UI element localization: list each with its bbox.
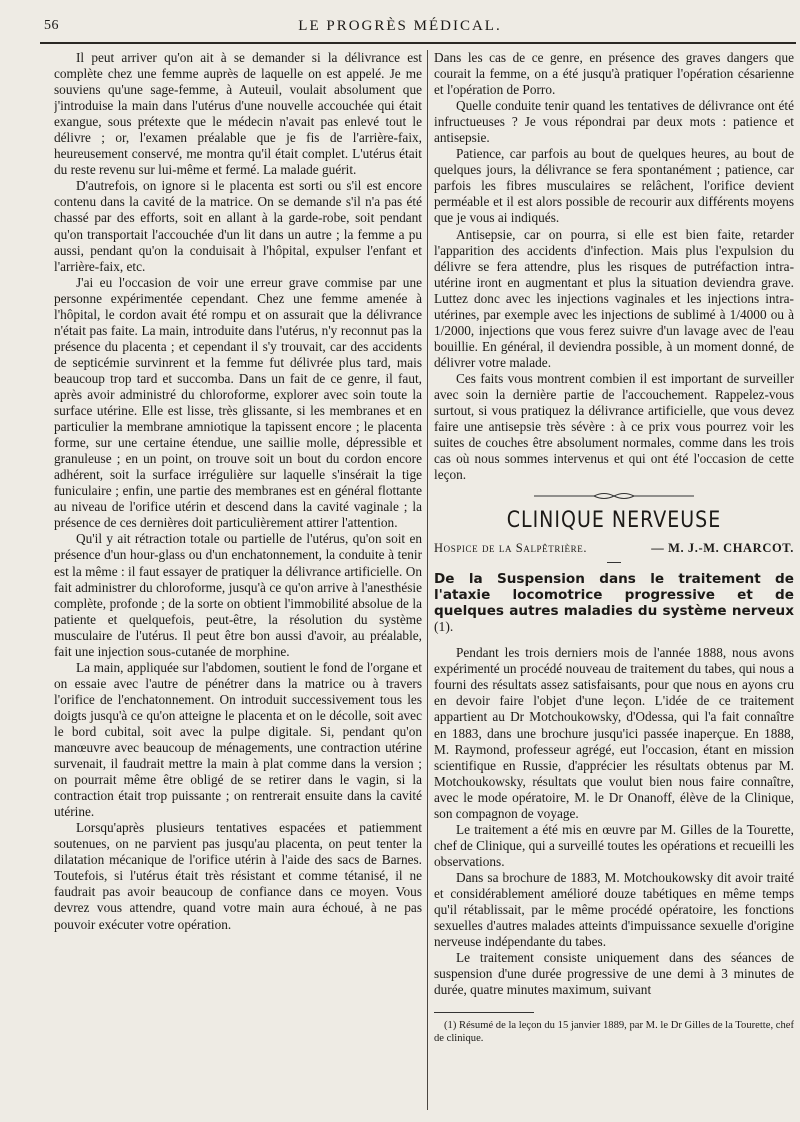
paragraph: Dans sa brochure de 1883, M. Motchoukowsky dit avoir traité et considérablement amélioré douze tabétiques en même temps qu'il rétablissait, par le même procédé opératoire, les fonctions sexuelles d'autres malades atteints d'impuissance sexuelle d'origine nerveuse indépendante du tabes. bbox=[434, 869, 794, 950]
lecture-attribution bbox=[434, 541, 794, 556]
article-title bbox=[434, 571, 794, 635]
section-title: CLINIQUE NERVEUSE bbox=[506, 507, 722, 533]
footnote-ref: (1). bbox=[434, 619, 454, 635]
footnote: (1) Résumé de la leçon du 15 janvier 1889, par M. le Dr Gilles de la Tourette, chef de clinique. bbox=[434, 1020, 794, 1045]
professor-name: — M. J.-M. CHARCOT. bbox=[651, 541, 794, 556]
paragraph: Antisepsie, car on pourra, si elle est bien faite, retarder l'apparition des accidents d'infection. Mais plus l'expulsion du délivre se fera attendre, plus les risques de putréfaction intra-utérine iront en augmentant et plus la situation deviendra grave. Luttez donc avec les injections vaginales et les injections intra-utérines, par exemple avec les injections de sublimé à 1/4000 ou à 1/2000, injections que vous ferez suivre d'un lavage avec de l'eau bouillie. En général, il deviendra possible, à un moment donné, de délivrer votre malade. bbox=[434, 226, 794, 370]
paragraph: Patience, car parfois au bout de quelques heures, au bout de quelques jours, la délivrance se fera spontanément ; patience, car parfois les fibres musculaires se relâchent, l'orifice devient perméable et il est alors possible de recourir aux différents moyens que je vous ai indiqués. bbox=[434, 146, 794, 226]
paragraph: Quelle conduite tenir quand les tentatives de délivrance ont été infructueuses ? Je vous répondrai par deux mots : patience et antisepsie. bbox=[434, 98, 794, 146]
right-column bbox=[434, 50, 794, 1115]
paragraph: Le traitement a été mis en œuvre par M. Gilles de la Tourette, chef de Clinique, qui a surveillé toutes les opérations et recueilli les observations. bbox=[434, 821, 794, 869]
paragraph: Lorsqu'après plusieurs tentatives espacées et patiemment soutenues, on ne parvient pas jusqu'au placenta, on peut tenter la dilatation mécanique de l'orifice utérin à l'aide des sacs de Barnes. Toutefois, si l'utérus était très résistant et comme tétanisé, il ne faudrait pas avoir beaucoup de confiance dans ce moyen. Vous devrez vous attendre, quand votre main aura échoué, à ne pas pouvoir exécuter votre opération. bbox=[54, 820, 422, 932]
paragraph: J'ai eu l'occasion de voir une erreur grave commise par une personne expérimentée cependant. Chez une femme amenée à l'hôpital, le cordon avait été rompu et on assurait que la délivrance n'était pas faite. La main, introduite dans l'utérus, n'y reconnut pas la présence du placenta ; et cependant il s'y trouvait, car des accidents de septicémie survinrent et la femme fut délivrée plus tard, mais beaucoup trop tard et succomba. Dans un fait de ce genre, il faut, après avoir administré du chloroforme, explorer avec soin toute la surface utérine. Elle est lisse, très glissante, si les membranes et en particulier la membrane amniotique la tapissent encore ; le placenta forme, sur une certaine étendue, une saillie molle, dépressible et granuleuse ; en un point, on trouve soit un bout du cordon encore adhérent, soit la surface irrégulière sur laquelle s'insérait la tige funiculaire ; enfin, une partie des membranes est en général flottante au niveau de l'orifice utérin et descend dans la cavité vaginale ; la présence de ces dernières doit particulièrement attirer l'attention. bbox=[54, 274, 422, 531]
footnote-rule bbox=[434, 1012, 534, 1013]
page-number: 56 bbox=[44, 18, 59, 33]
paragraph: Pendant les trois derniers mois de l'année 1888, nous avons expérimenté un procédé nouveau de traitement du tabes, qui nous a fourni des résultats assez satisfaisants, pour que nous en ayons cru en devoir faire l'objet d'une leçon. L'idée de ce traitement appartient au Dr Motchoukowsky, d'Odessa, qui l'a fait connaître en 1883, dans une brochure jusqu'ici passée inaperçue. En 1888, M. Raymond, professeur agrégé, eut l'occasion, étant en mission scientifique en Russie, d'apprécier les résultats obtenus par M. Motchoukowsky, résultats que voulut bien nous faire connaître, avec le mode opératoire, M. le Dr Onanoff, élève de la Clinique, son compagnon de voyage. bbox=[434, 645, 794, 821]
article-title-text: De la Suspension dans le traitement de l'ataxie locomotrice progressive et de quelques autres maladies du système nerveux bbox=[434, 571, 794, 620]
short-rule bbox=[607, 562, 621, 563]
hospital-name: Hospice de la Salpêtrière. bbox=[434, 541, 588, 556]
paragraph: Dans les cas de ce genre, en présence des graves dangers que courait la femme, on a été jusqu'à pratiquer l'opération césarienne et l'opération de Porro. bbox=[434, 50, 794, 98]
ornament-divider bbox=[534, 491, 694, 501]
header-rule bbox=[40, 42, 796, 44]
left-column bbox=[54, 50, 422, 1115]
paragraph: La main, appliquée sur l'abdomen, soutient le fond de l'organe et on essaie avec l'autre de pénétrer dans la matrice ou à travers l'orifice de l'enchatonnement. On introduit successivement tous les doigts jusqu'à ce qu'on atteigne le placenta et on le décolle, soit avec le bord cubital, soit avec la pulpe digitale. Si, pendant qu'on manœuvre avec beaucoup de ménagements, une contraction utérine survenait, il faudrait mettre la main à plat comme dans la version ; on pourrait même être obligé de se retirer dans le vagin, si la contraction était trop puissante ; on rentrerait ensuite dans la cavité utérine. bbox=[54, 659, 422, 820]
paragraph: Qu'il y ait rétraction totale ou partielle de l'utérus, qu'on soit en présence d'un hour-glass ou d'un enchatonnement, la conduite à tenir est la même : il faut essayer de pratiquer la délivrance artificielle. On fait administrer du chloroforme, jusqu'à ce qu'on arrive à l'anesthésie complète, profonde ; de la sorte on obtient l'immobilité absolue de la patiente et quelquefois, peut-être, la résolution du système musculaire de l'utérus. Il peut être bon aussi d'avoir, au préalable, fait une injection sous-cutanée de morphine. bbox=[54, 531, 422, 659]
paragraph: Il peut arriver qu'on ait à se demander si la délivrance est complète chez une femme auprès de laquelle on est appelé. Je me souviens qu'une sage-femme, à Auteuil, voulait absolument que j'introduise la main dans l'utérus d'une nouvelle accouchée qui était exangue, sous prétexte que le médecin n'avait pas enlevé tout le délivre ; or, l'examen préalable que je fis de l'arrière-faix, heureusement conservé, me montra qu'il était complet. L'utérus était du reste revenu sur lui-même et fermé. La malade guérit. bbox=[54, 50, 422, 178]
column-divider bbox=[427, 50, 428, 1110]
paragraph: Ces faits vous montrent combien il est important de surveiller avec soin la dernière partie de l'accouchement. Rappelez-vous surtout, si vous pratiquez la délivrance artificielle, que vous devez faire une antisepsie très sévère : à ce prix vous pourrez voir les suites de couches être absolument normales, comme dans les trois cas où nous sommes intervenus et qui ont été l'occasion de cette leçon. bbox=[434, 370, 794, 483]
page-header bbox=[0, 14, 800, 44]
running-head: LE PROGRÈS MÉDICAL. bbox=[298, 18, 502, 34]
paragraph: D'autrefois, on ignore si le placenta est sorti ou s'il est encore contenu dans la cavité de la matrice. On se demande s'il n'a pas été chassé par des efforts, soit en allant à la garde-robe, soit pendant qu'on transportait l'accouchée d'un lit dans un autre ; la femme a pu aussi, pendant qu'on la conduisait à l'hôpital, expulser l'enfant et l'arrière-faix, etc. bbox=[54, 178, 422, 274]
paragraph: Le traitement consiste uniquement dans des séances de suspension d'une durée progressive de une demi à 3 minutes de durée, quatre minutes maximum, suivant bbox=[434, 950, 794, 998]
